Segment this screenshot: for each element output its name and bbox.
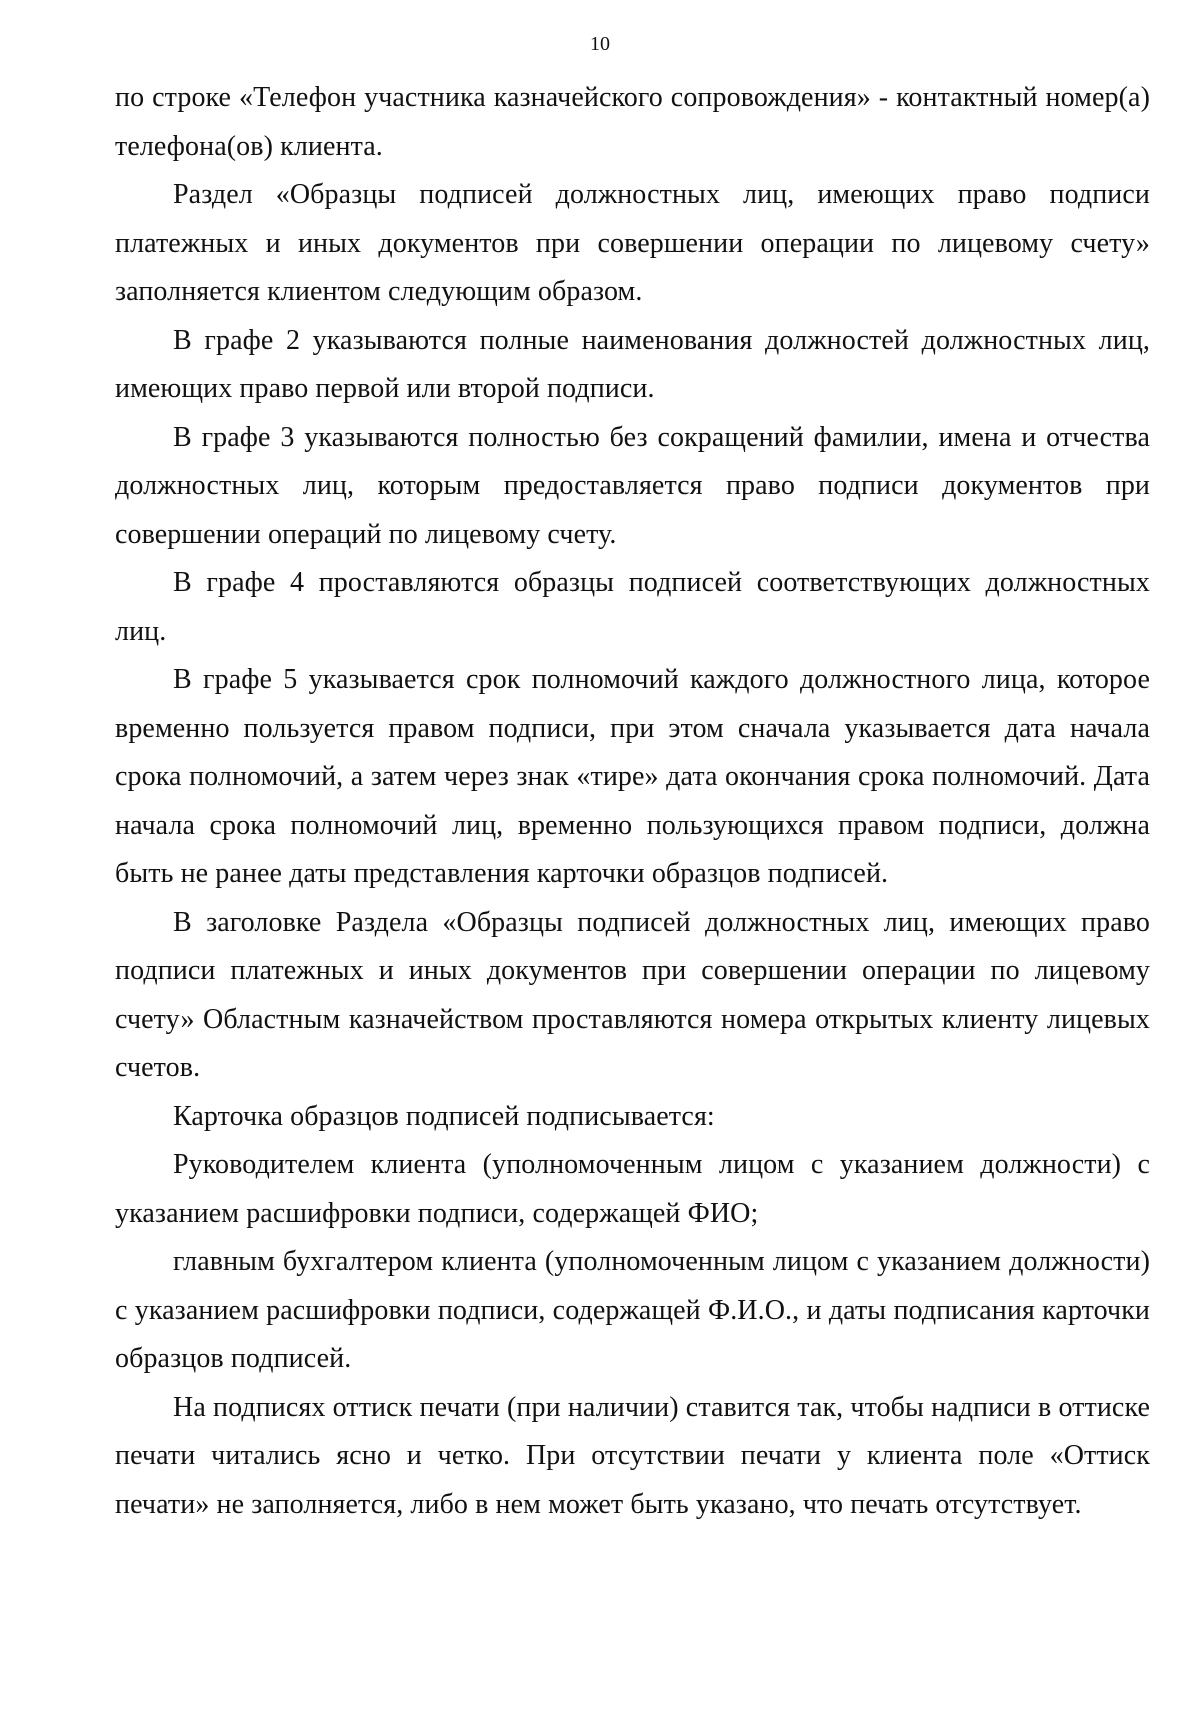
paragraph-seal-imprint: На подписях оттиск печати (при наличии) ставится так, чтобы надписи в оттиске печати читались ясно и четко. При отсутствии печати у клиента поле «Оттиск печати» не заполняется, либо в нем может быть указано, что печать отсутствует. xyxy=(115,1391,1150,1520)
paragraph-chief-accountant: главным бухгалтером клиента (уполномоченным лицом с указанием должности) с указанием расшифровки подписи, содержащей Ф.И.О., и даты подписания карточки образцов подписей. xyxy=(115,1246,1150,1374)
paragraph-column-5: В графе 5 указывается срок полномочий каждого должностного лица, которое временно пользуется правом подписи, при этом сначала указывается дата начала срока полномочий, а затем через знак «тире» дата окончания срока полномочий. Дата начала срока полномочий лиц, временно пользующихся правом подписи, должна быть не ранее даты представления карточки образцов подписей. xyxy=(115,664,1150,889)
document-body xyxy=(115,74,1150,1529)
paragraph-card-signed-by: Карточка образцов подписей подписывается: xyxy=(173,1100,715,1132)
paragraph-column-2: В графе 2 указываются полные наименования должностей должностных лиц, имеющих право первой или второй подписи. xyxy=(115,324,1150,404)
paragraph-section-heading: В заголовке Раздела «Образцы подписей должностных лиц, имеющих право подписи платежных и иных документов при совершении операции по лицевому счету» Областным казначейством проставляются номера открытых клиенту лицевых счетов. xyxy=(115,906,1150,1083)
paragraph-signatures-section: Раздел «Образцы подписей должностных лиц, имеющих право подписи платежных и иных документов при совершении операции по лицевому счету» заполняется клиентом следующим образом. xyxy=(115,179,1150,307)
paragraph-head-of-client: Руководителем клиента (уполномоченным лицом с указанием должности) с указанием расшифровки подписи, содержащей ФИО; xyxy=(115,1149,1150,1229)
paragraph-column-4: В графе 4 проставляются образцы подписей соответствующих должностных лиц. xyxy=(115,567,1150,647)
paragraph-phone-line: по строке «Телефон участника казначейского сопровождения» - контактный номер(а) телефона(ов) клиента. xyxy=(115,82,1150,162)
page-number: 10 xyxy=(590,33,610,55)
paragraph-column-3: В графе 3 указываются полностью без сокращений фамилии, имена и отчества должностных лиц, которым предоставляется право подписи документов при совершении операций по лицевому счету. xyxy=(115,421,1150,550)
